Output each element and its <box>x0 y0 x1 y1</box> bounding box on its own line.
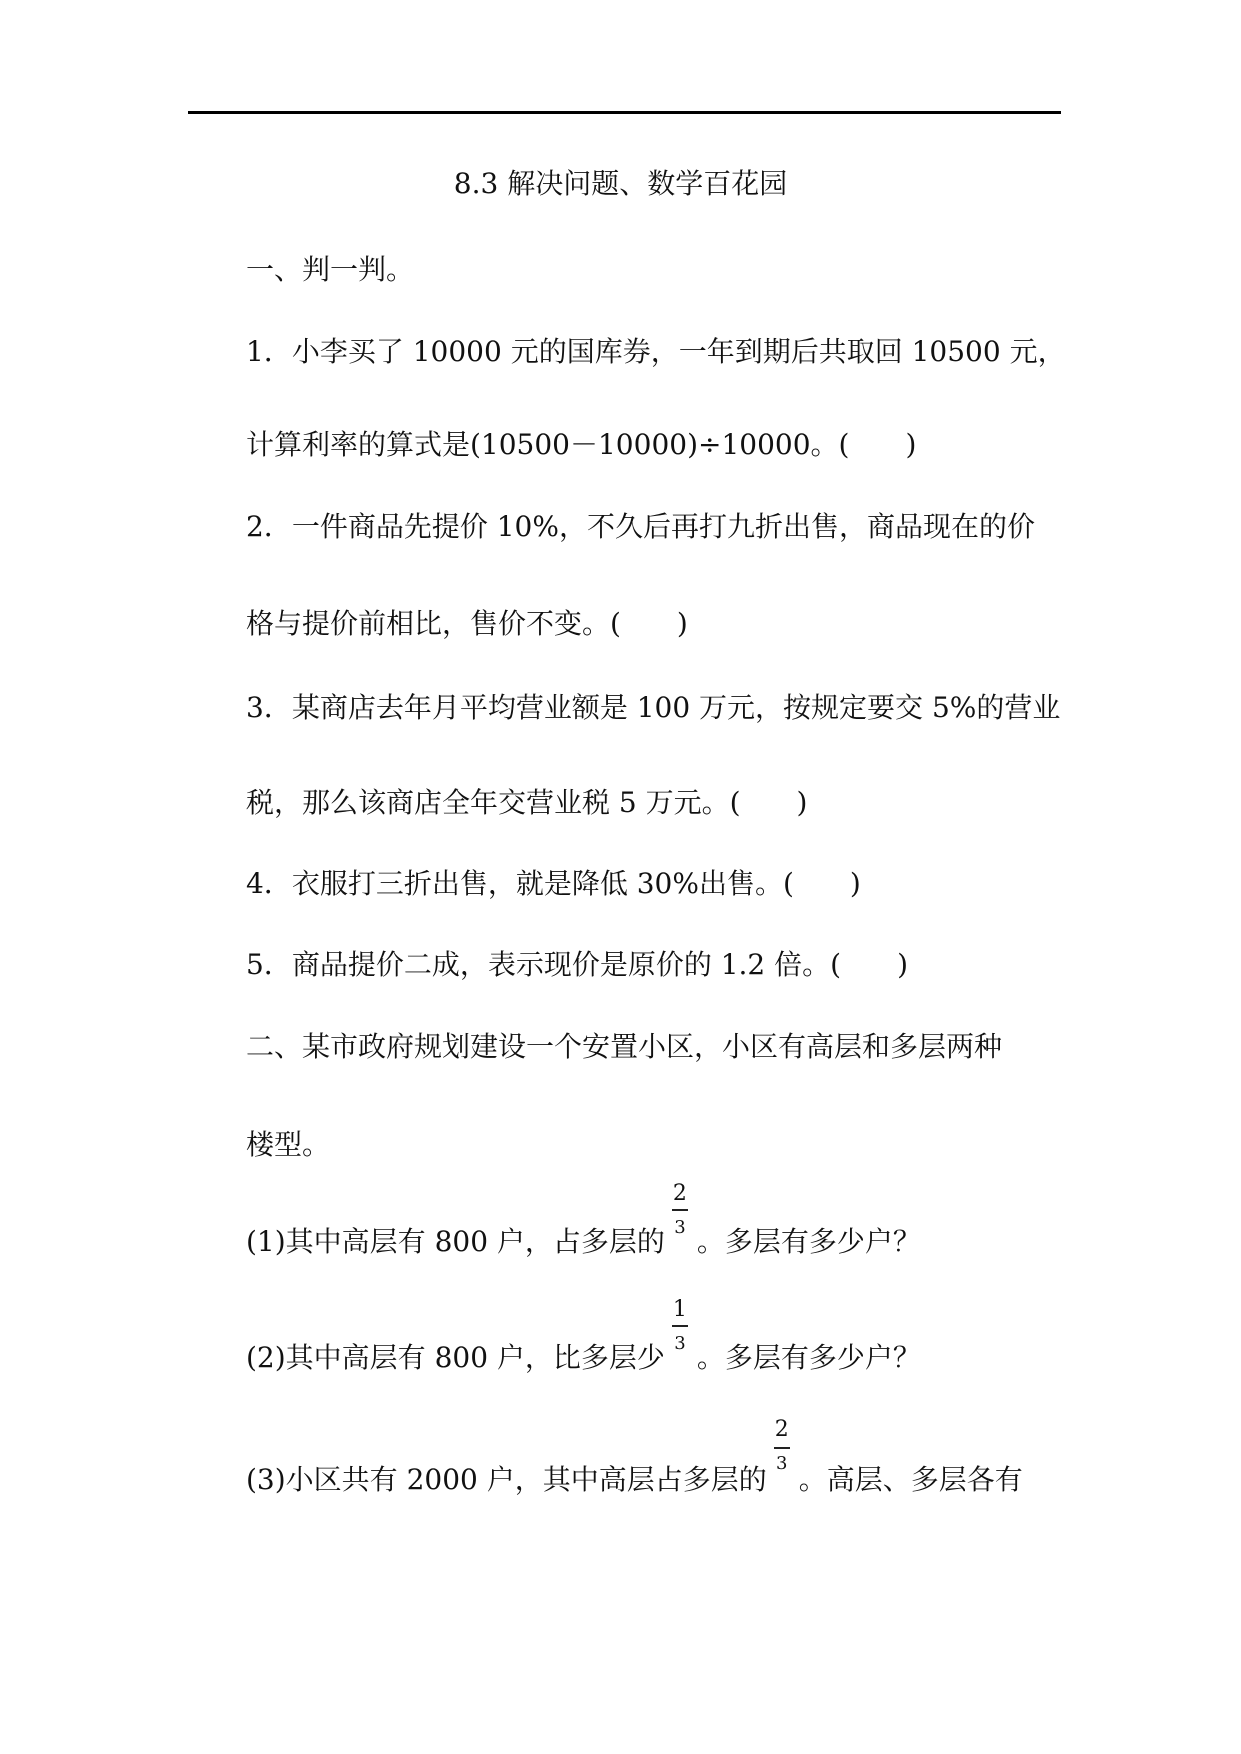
fraction-bar <box>672 1209 688 1211</box>
section2-heading-line-2: 楼型。 <box>246 1128 331 1161</box>
problem-1-text-before: (1)其中高层有 800 户，占多层的 <box>246 1225 665 1258</box>
section1-heading: 一、判一判。 <box>246 253 415 286</box>
fraction-bar <box>774 1447 790 1449</box>
problem-2 <box>246 1297 921 1376</box>
problem-2-text-before: (2)其中高层有 800 户，比多层少 <box>246 1341 665 1374</box>
fraction-denominator: 3 <box>776 1453 788 1474</box>
header-rule <box>188 111 1061 114</box>
problem-3-text-after: 。高层、多层各有 <box>798 1463 1023 1496</box>
problem-3 <box>246 1417 1023 1498</box>
fraction-two-thirds <box>771 1417 793 1498</box>
fraction-numerator: 2 <box>672 1181 687 1206</box>
question-5: 5．商品提价二成，表示现价是原价的 1.2 倍。( ) <box>246 948 908 981</box>
fraction-denominator: 3 <box>674 1217 686 1238</box>
question-4: 4．衣服打三折出售，就是降低 30%出售。( ) <box>246 867 861 900</box>
fraction-denominator: 3 <box>674 1333 686 1354</box>
problem-3-text-before: (3)小区共有 2000 户，其中高层占多层的 <box>246 1463 767 1496</box>
question-2-line-2: 格与提价前相比，售价不变。( ) <box>246 607 688 640</box>
question-1-line-2: 计算利率的算式是(10500－10000)÷10000。( ) <box>246 428 917 461</box>
question-3-line-1: 3．某商店去年月平均营业额是 100 万元，按规定要交 5%的营业 <box>246 691 1061 724</box>
fraction-numerator: 2 <box>774 1417 789 1442</box>
question-1-line-1: 1．小李买了 10000 元的国库券，一年到期后共取回 10500 元， <box>246 335 1066 368</box>
problem-2-text-after: 。多层有多少户？ <box>696 1341 921 1374</box>
fraction-bar <box>672 1325 688 1327</box>
fraction-one-third <box>669 1297 691 1376</box>
section2-heading-line-1: 二、某市政府规划建设一个安置小区，小区有高层和多层两种 <box>246 1030 1003 1063</box>
question-2-line-1: 2．一件商品先提价 10%，不久后再打九折出售，商品现在的价 <box>246 510 1035 543</box>
problem-1-text-after: 。多层有多少户？ <box>696 1225 921 1258</box>
problem-1 <box>246 1181 921 1260</box>
fraction-two-thirds <box>669 1181 691 1260</box>
fraction-numerator: 1 <box>672 1297 687 1322</box>
question-3-line-2: 税，那么该商店全年交营业税 5 万元。( ) <box>246 786 808 819</box>
page-title: 8.3 解决问题、数学百花园 <box>453 167 788 200</box>
